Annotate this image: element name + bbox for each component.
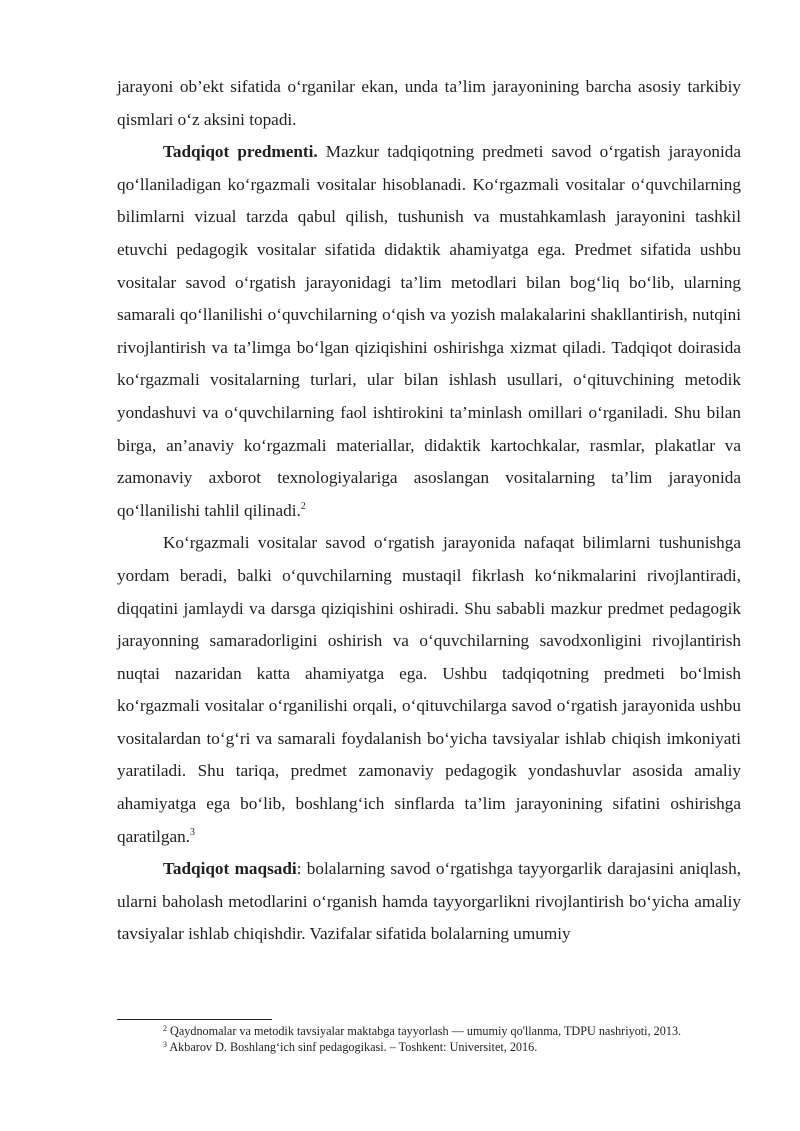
paragraph-research-goal <box>117 853 741 951</box>
footnote-number: 2 <box>163 1024 167 1033</box>
section-heading-goal: Tadqiqot maqsadi <box>163 859 297 879</box>
paragraph-text: : bolalarning savod o‘rgatishga tayyorgarlik darajasini aniqlash, ularni baholash metodlarini o‘rganish hamda tayyorgarlikni rivojlantirish bo‘yicha amaliy tavsiyalar ishlab chiqishdir. Vazifalar sifatida bolalarning umumiy <box>117 859 741 944</box>
footnotes <box>163 1023 763 1055</box>
footnote-item <box>163 1039 763 1055</box>
paragraph-intro <box>117 71 741 136</box>
footnote-separator <box>117 1019 272 1020</box>
section-heading-subject: Tadqiqot predmenti. <box>163 142 318 162</box>
footnote-number: 3 <box>163 1040 167 1049</box>
paragraph-text: Mazkur tadqiqotning predmeti savod o‘rgatish jarayonida qo‘llaniladigan ko‘rgazmali vositalar hisoblanadi. Ko‘rgazmali vositalar o‘quvchilarning bilimlarni vizual tarzda qabul qilish, tushunish va mustahkamlash jarayonini tashkil etuvchi pedagogik vositalar sifatida didaktik ahamiyatga ega. Predmet sifatida ushbu vositalar savod o‘rgatish jarayonidagi ta’lim metodlari bilan bog‘liq bo‘lib, ularning samarali qo‘llanilishi o‘quvchilarning o‘qish va yozish malakalarini shakllantirish, nutqini rivojlantirish va ta’limga bo‘lgan qiziqishini oshirishga xizmat qiladi. Tadqiqot doirasida ko‘rgazmali vositalarning turlari, ular bilan ishlash usullari, o‘qituvchining metodik yondashuvi va o‘quvchilarning faol ishtirokini ta’minlash omillari o‘rganiladi. Shu bilan birga, an’anaviy ko‘rgazmali materiallar, didaktik kartochkalar, rasmlar, plakatlar va zamonaviy axborot texnologiyalariga asoslangan vositalarning ta’lim jarayonida qo‘llanilishi tahlil qilinadi. <box>117 142 742 520</box>
document-body <box>117 71 741 951</box>
paragraph-research-subject <box>117 136 741 527</box>
paragraph-text: jarayoni ob’ekt sifatida o‘rganilar ekan, unda ta’lim jarayonining barcha asosiy tarkibiy qismlari o‘z aksini topadi. <box>117 77 741 129</box>
footnote-item <box>163 1023 763 1039</box>
footnote-text: Qaydnomalar va metodik tavsiyalar maktabga tayyorlash — umumiy qo'llanma, TDPU nashriyoti, 2013. <box>170 1024 682 1038</box>
footnote-ref-3[interactable]: 3 <box>190 826 196 838</box>
paragraph-text: Ko‘rgazmali vositalar savod o‘rgatish jarayonida nafaqat bilimlarni tushunishga yordam beradi, balki o‘quvchilarning mustaqil fikrlash ko‘nikmalarini rivojlantiradi, diqqatini jamlaydi va darsga qiziqishini oshiradi. Shu sababli mazkur predmet pedagogik jarayonning samaradorligini oshirish va o‘quvchilarning savodxonligini rivojlantirish nuqtai nazaridan katta ahamiyatga ega. Ushbu tadqiqotning predmeti bo‘lmish ko‘rgazmali vositalar o‘rganilishi orqali, o‘qituvchilarga savod o‘rgatish jarayonida ushbu vositalardan to‘g‘ri va samarali foydalanish bo‘yicha tavsiyalar ishlab chiqish imkoniyati yaratiladi. Shu tariqa, predmet zamonaviy pedagogik yondashuvlar asosida amaliy ahamiyatga ega bo‘lib, boshlang‘ich sinflarda ta’lim jarayonining sifatini oshirishga qaratilgan. <box>117 533 741 846</box>
paragraph-visual-aids <box>117 527 741 853</box>
footnote-ref-2[interactable]: 2 <box>300 500 306 512</box>
footnote-text: Akbarov D. Boshlang‘ich sinf pedagogikasi. – Toshkent: Universitet, 2016. <box>169 1040 538 1054</box>
